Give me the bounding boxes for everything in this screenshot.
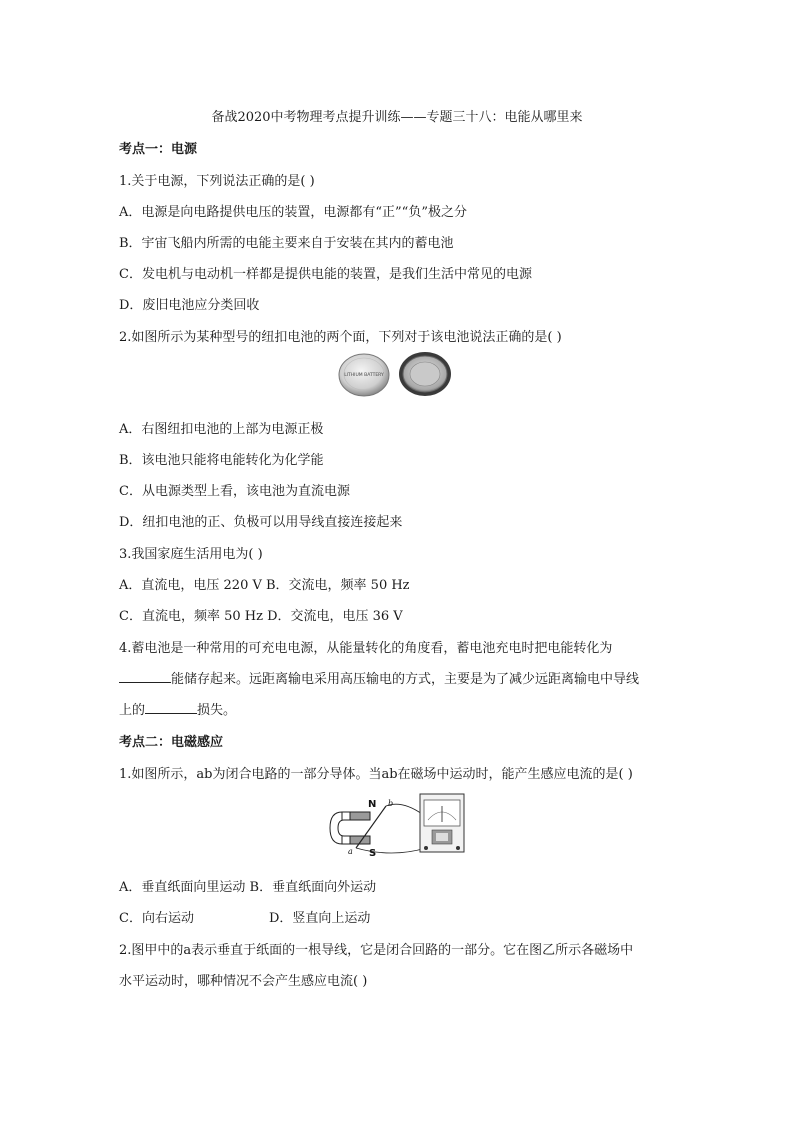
q4-blank-1 [119, 672, 171, 683]
q5-option-c: C．向右运动 [119, 911, 194, 926]
section-heading-induction: 考点二：电磁感应 [119, 735, 224, 750]
q2-option-c: C．从电源类型上看，该电池为直流电源 [119, 484, 350, 499]
label-s-pole: S [369, 848, 377, 859]
q5-options-row2 [119, 907, 370, 926]
q5-stem: 1.如图所示，ab为闭合电路的一部分导体。当ab在磁场中运动时，能产生感应电流的是( ) [119, 767, 633, 782]
q2-option-a: A．右图纽扣电池的上部为电源正极 [119, 422, 324, 437]
q4-line3 [119, 699, 236, 718]
horseshoe-magnet [330, 812, 370, 844]
section-heading-power-source: 考点一：电源 [119, 142, 198, 157]
q4-blank-2 [145, 703, 197, 714]
q6-line2: 水平运动时，哪种情况不会产生感应电流( ) [119, 974, 368, 989]
q1-option-d: D．废旧电池应分类回收 [119, 298, 260, 313]
q3-options-row2: C．直流电，频率 50 Hz D．交流电，电压 36 V [119, 609, 403, 624]
q2-option-b: B．该电池只能将电能转化为化学能 [119, 453, 324, 468]
q1-option-c: C．发电机与电动机一样都是提供电能的装置，是我们生活中常见的电源 [119, 267, 532, 282]
q3-stem: 3.我国家庭生活用电为( ) [119, 547, 263, 562]
induction-figure [322, 790, 472, 862]
q1-option-b: B．宇宙飞船内所需的电能主要来自于安装在其内的蓄电池 [119, 236, 454, 251]
q2-option-d: D．纽扣电池的正、负极可以用导线直接连接起来 [119, 515, 403, 530]
label-n-pole: N [368, 799, 377, 810]
q6-line1: 2.图甲中的a表示垂直于纸面的一根导线，它是闭合回路的一部分。它在图乙所示各磁场中 [119, 943, 634, 958]
q5-options-row1: A．垂直纸面向里运动 B．垂直纸面向外运动 [119, 880, 377, 895]
q1-option-a: A．电源是向电路提供电压的装置，电源都有“正”“负”极之分 [119, 205, 467, 220]
q4-line2 [119, 668, 639, 687]
battery-front-face [339, 354, 389, 396]
q4-line3-tail: 损失。 [197, 703, 237, 718]
label-a: a [348, 847, 353, 856]
wire-bottom [356, 848, 426, 853]
page-title: 备战2020中考物理考点提升训练——专题三十八：电能从哪里来 [211, 110, 583, 125]
q1-stem: 1.关于电源，下列说法正确的是( ) [119, 174, 315, 189]
q4-line2-text: 能储存起来。远距离输电采用高压输电的方式，主要是为了减少远距离输电中导线 [171, 672, 640, 687]
q5-option-d: D．竖直向上运动 [269, 911, 371, 926]
q2-stem: 2.如图所示为某种型号的纽扣电池的两个面，下列对于该电池说法正确的是( ) [119, 330, 562, 345]
galvanometer [420, 794, 464, 852]
battery-label-text: LITHIUM BATTERY [344, 373, 384, 378]
button-battery-figure [337, 350, 457, 398]
q3-options-row1: A．直流电，电压 220 V B．交流电，频率 50 Hz [119, 578, 410, 593]
battery-back-face [399, 352, 451, 396]
q4-line3-lead: 上的 [119, 703, 146, 718]
q4-line1: 4.蓄电池是一种常用的可充电电源，从能量转化的角度看，蓄电池充电时把电能转化为 [119, 641, 613, 656]
label-b: b [388, 799, 394, 808]
